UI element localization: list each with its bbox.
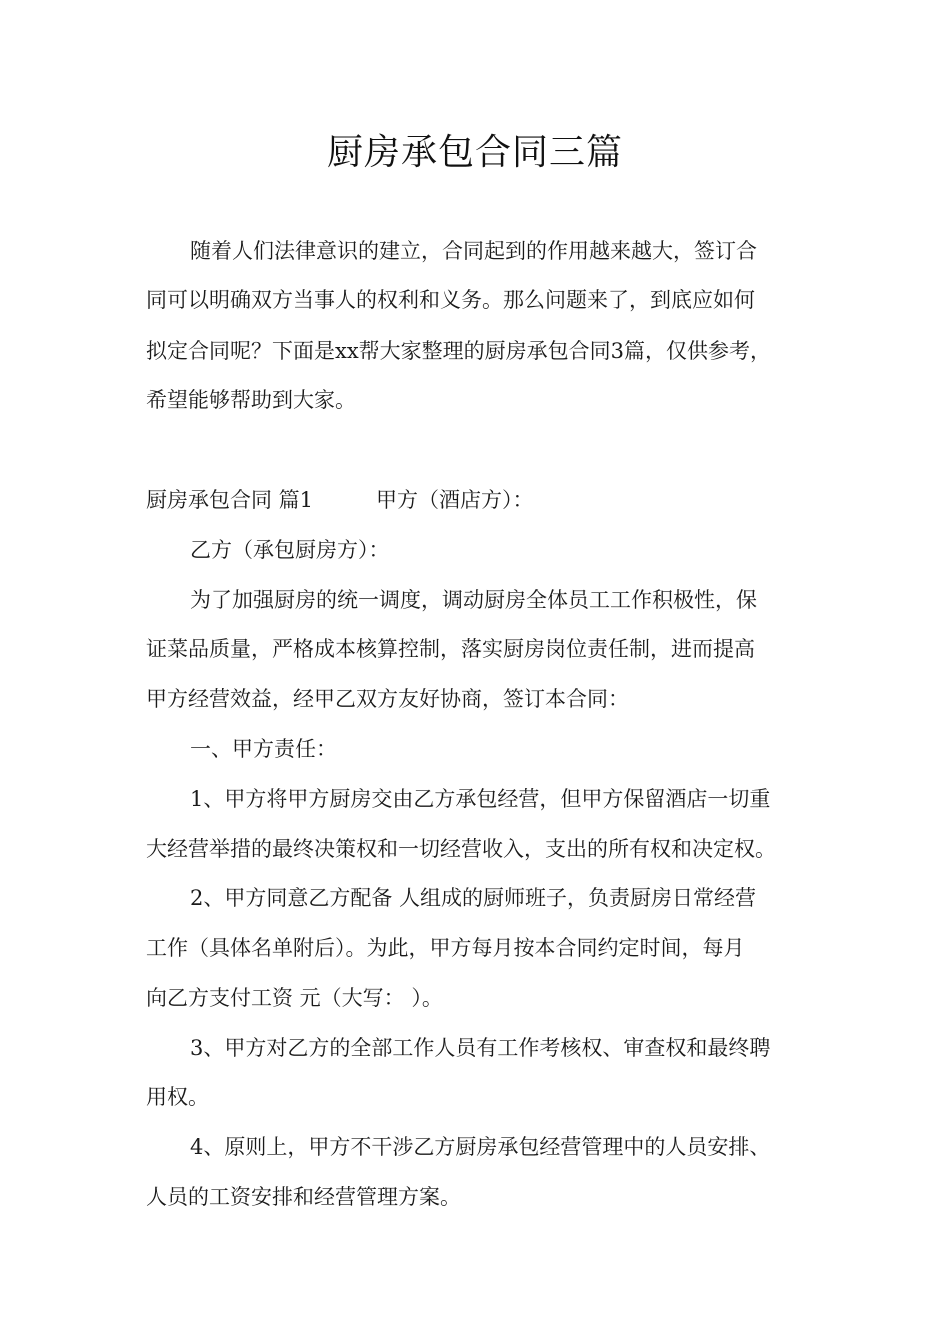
section-title: 厨房承包合同 篇1 [146, 488, 314, 512]
intro-line: 希望能够帮助到大家。 [146, 388, 356, 412]
subheading: 一、甲方责任： [190, 737, 337, 761]
purpose-line: 甲方经营效益，经甲乙双方友好协商，签订本合同： [146, 687, 629, 711]
clause-line: 大经营举措的最终决策权和一切经营收入，支出的所有权和决定权。 [146, 837, 776, 861]
party-b-label: 乙方（承包厨房方）： [190, 538, 390, 562]
clause-line: 1、甲方将甲方厨房交由乙方承包经营，但甲方保留酒店一切重 [190, 787, 771, 811]
intro-line: 拟定合同呢？下面是xx帮大家整理的厨房承包合同3篇，仅供参考， [146, 339, 772, 363]
clause-line: 工作（具体名单附后）。为此，甲方每月按本合同约定时间，每月 [146, 936, 745, 960]
clause-line: 3、甲方对乙方的全部工作人员有工作考核权、审查权和最终聘 [190, 1036, 771, 1060]
clause-line: 用权。 [146, 1085, 209, 1109]
purpose-line: 为了加强厨房的统一调度，调动厨房全体员工工作积极性，保 [190, 588, 757, 612]
clause-line: 人员的工资安排和经营管理方案。 [146, 1185, 461, 1209]
intro-line: 同可以明确双方当事人的权利和义务。那么问题来了，到底应如何 [146, 288, 755, 312]
clause-line: 向乙方支付工资 元（大写： ）。 [146, 986, 443, 1010]
section-heading [146, 485, 534, 515]
intro-line: 随着人们法律意识的建立，合同起到的作用越来越大，签订合 [190, 239, 757, 263]
document-title: 厨房承包合同三篇 [326, 132, 623, 173]
clause-line: 4、原则上，甲方不干涉乙方厨房承包经营管理中的人员安排、 [190, 1135, 771, 1159]
purpose-line: 证菜品质量，严格成本核算控制，落实厨房岗位责任制，进而提高 [146, 637, 755, 661]
party-a-label: 甲方（酒店方）： [376, 488, 534, 512]
clause-line: 2、甲方同意乙方配备 人组成的厨师班子，负责厨房日常经营 [190, 886, 757, 910]
